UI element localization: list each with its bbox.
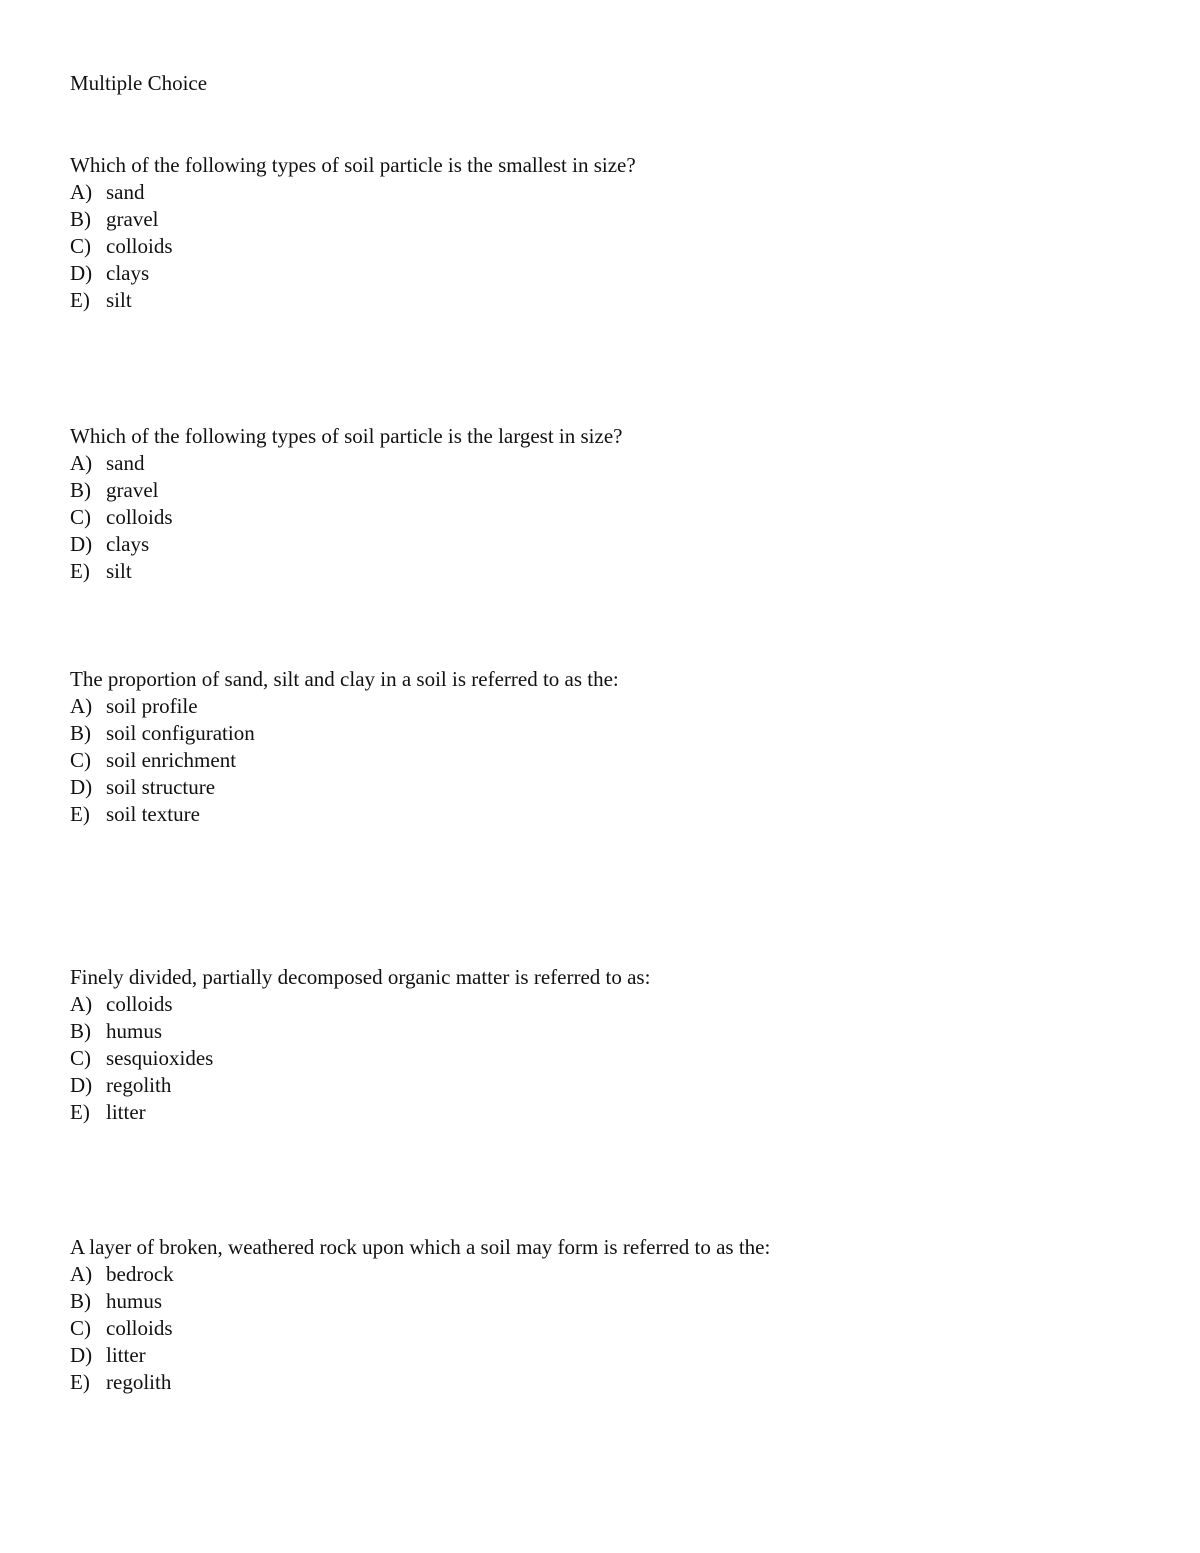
option-letter: A) xyxy=(70,694,93,718)
option-letter: D) xyxy=(70,1343,93,1367)
option-letter: D) xyxy=(70,261,93,285)
question-1-option-d xyxy=(70,260,149,287)
question-3-option-d xyxy=(70,774,215,801)
option-letter: A) xyxy=(70,992,93,1016)
question-1-text: Which of the following types of soil particle is the smallest in size? xyxy=(70,153,636,177)
option-text: humus xyxy=(106,1019,163,1043)
option-text: soil structure xyxy=(106,775,216,799)
question-5-text: A layer of broken, weathered rock upon which a soil may form is referred to as the: xyxy=(70,1235,771,1259)
question-2-option-e xyxy=(70,558,132,585)
question-1-option-c xyxy=(70,233,173,260)
option-letter: B) xyxy=(70,478,91,502)
option-text: gravel xyxy=(106,207,159,231)
option-text: soil texture xyxy=(106,802,200,826)
option-letter: B) xyxy=(70,207,91,231)
question-5-option-d xyxy=(70,1342,146,1369)
option-text: sand xyxy=(106,180,145,204)
question-4-option-b xyxy=(70,1018,162,1045)
option-text: sesquioxides xyxy=(106,1046,214,1070)
option-letter: A) xyxy=(70,180,93,204)
question-2-text: Which of the following types of soil particle is the largest in size? xyxy=(70,424,623,448)
question-4-option-d xyxy=(70,1072,171,1099)
question-3-text: The proportion of sand, silt and clay in a soil is referred to as the: xyxy=(70,667,619,691)
option-text: soil profile xyxy=(106,694,198,718)
option-text: humus xyxy=(106,1289,163,1313)
option-letter: E) xyxy=(70,559,90,583)
option-text: litter xyxy=(106,1343,146,1367)
question-3-option-e xyxy=(70,801,200,828)
option-letter: C) xyxy=(70,1316,91,1340)
option-text: regolith xyxy=(106,1073,172,1097)
question-2-option-c xyxy=(70,504,173,531)
question-5-option-b xyxy=(70,1288,162,1315)
option-letter: A) xyxy=(70,451,93,475)
option-text: clays xyxy=(106,261,150,285)
question-4-option-a xyxy=(70,991,173,1018)
option-letter: C) xyxy=(70,1046,91,1070)
option-letter: B) xyxy=(70,1289,91,1313)
option-text: soil enrichment xyxy=(106,748,237,772)
question-4-option-c xyxy=(70,1045,213,1072)
page-heading: Multiple Choice xyxy=(70,71,208,95)
option-letter: E) xyxy=(70,1100,90,1124)
option-letter: D) xyxy=(70,532,93,556)
question-4-option-e xyxy=(70,1099,146,1126)
option-text: bedrock xyxy=(106,1262,174,1286)
option-letter: A) xyxy=(70,1262,93,1286)
question-2-option-a xyxy=(70,450,145,477)
question-5-option-a xyxy=(70,1261,174,1288)
question-1-option-e xyxy=(70,287,132,314)
option-letter: E) xyxy=(70,288,90,312)
option-text: sand xyxy=(106,451,145,475)
question-1-option-b xyxy=(70,206,158,233)
question-4-text: Finely divided, partially decomposed organic matter is referred to as: xyxy=(70,965,651,989)
question-2-option-d xyxy=(70,531,149,558)
question-3-option-a xyxy=(70,693,198,720)
option-letter: B) xyxy=(70,721,91,745)
option-text: clays xyxy=(106,532,150,556)
question-3-option-c xyxy=(70,747,236,774)
question-5-option-e xyxy=(70,1369,171,1396)
option-letter: D) xyxy=(70,775,93,799)
question-2-option-b xyxy=(70,477,158,504)
option-text: colloids xyxy=(106,992,173,1016)
option-text: gravel xyxy=(106,478,159,502)
option-text: soil configuration xyxy=(106,721,255,745)
option-text: regolith xyxy=(106,1370,172,1394)
option-letter: C) xyxy=(70,234,91,258)
option-text: colloids xyxy=(106,1316,173,1340)
option-letter: E) xyxy=(70,1370,90,1394)
option-text: silt xyxy=(106,559,132,583)
option-text: silt xyxy=(106,288,132,312)
option-text: litter xyxy=(106,1100,146,1124)
option-text: colloids xyxy=(106,505,173,529)
option-letter: C) xyxy=(70,748,91,772)
question-5-option-c xyxy=(70,1315,173,1342)
option-text: colloids xyxy=(106,234,173,258)
option-letter: E) xyxy=(70,802,90,826)
option-letter: B) xyxy=(70,1019,91,1043)
option-letter: D) xyxy=(70,1073,93,1097)
option-letter: C) xyxy=(70,505,91,529)
question-1-option-a xyxy=(70,179,145,206)
question-3-option-b xyxy=(70,720,255,747)
